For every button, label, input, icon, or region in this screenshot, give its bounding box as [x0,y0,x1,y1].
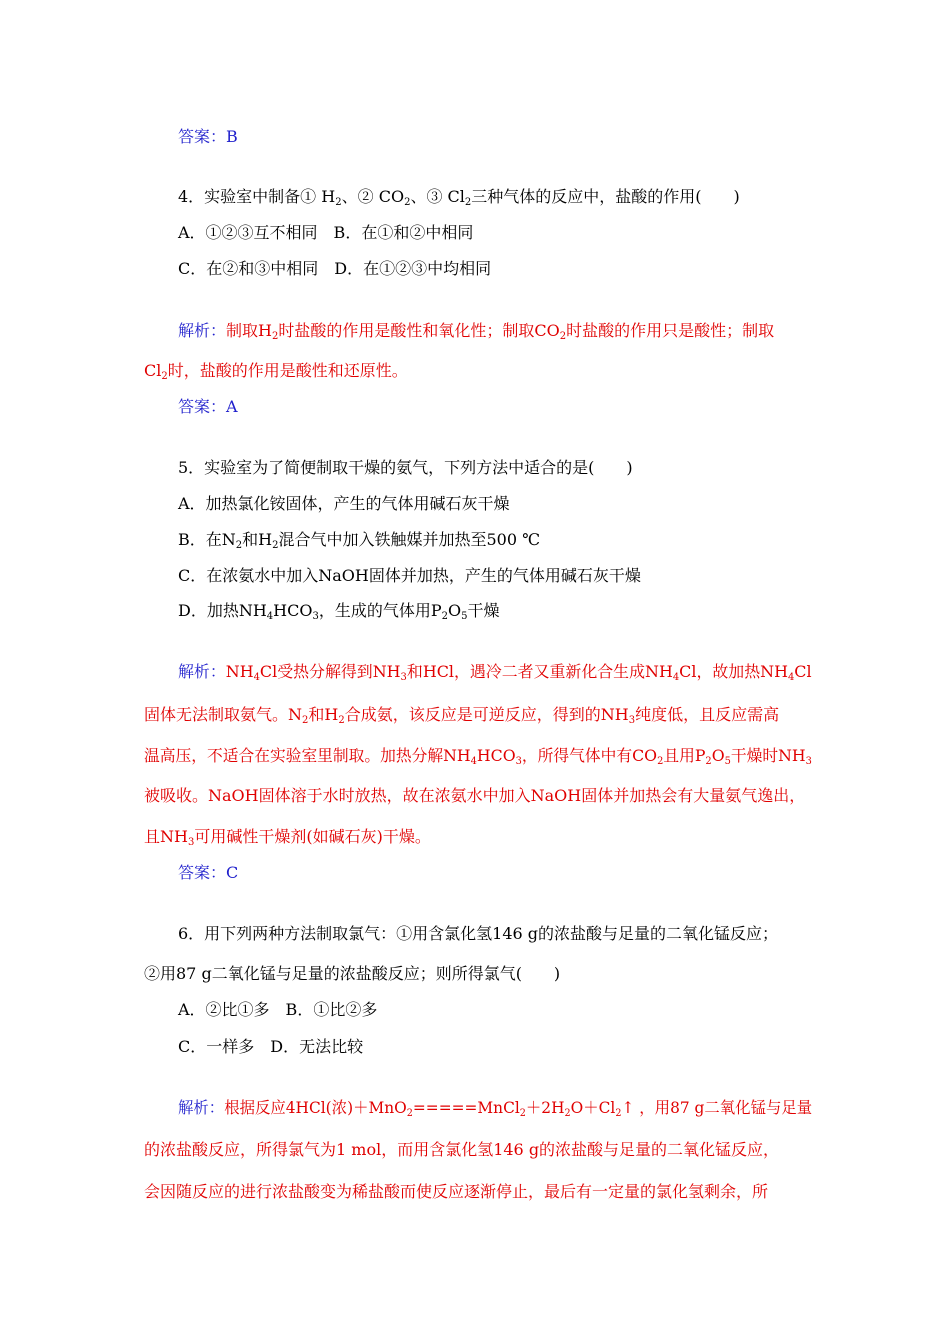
question-5-option-b: B．在$N_2$和$H_2$混合气中加入铁触媒并加热至500 ℃ [178,530,541,551]
analysis-label: 解析： [178,321,227,340]
question-6-stem-line-2: ②用87 g二氧化锰与足量的浓盐酸反应；则所得氯气( ) [144,964,561,983]
question-6-options-ab: A．②比①多 B．①比②多 [178,1000,378,1019]
question-5-analysis-line-3: 温高压，不适合在实验室里制取。加热分解$NH_4HCO_3$，所得气体中有$CO_2$且用$P_2O_5$干燥时$NH_3$ [144,746,812,767]
question-5-analysis-line-5: 且$NH_3$可用碱性干燥剂(如碱石灰)干燥。 [144,827,431,848]
question-4-analysis-line-2: $Cl_2$时，盐酸的作用是酸性和还原性。 [144,361,408,382]
answer-value: A [226,397,238,416]
question-6-analysis-line-3: 会因随反应的进行浓盐酸变为稀盐酸而使反应逐渐停止，最后有一定量的氯化氢剩余，所 [144,1182,769,1201]
question-4-options-cd: C．在②和③中相同 D．在①②③中均相同 [178,259,492,278]
question-6-analysis-line-2: 的浓盐酸反应，所得氯气为1 mol，而用含氯化氢146 g的浓盐酸与足量的二氧化锰反应， [144,1140,780,1159]
question-5-analysis-line-2: 固体无法制取氨气。$N_2$和$H_2$合成氨，该反应是可逆反应，得到的$NH_3$纯度低，且反应需高 [144,705,780,726]
answer-5 [178,861,238,885]
question-5-analysis-line-1: 解析：$NH_4Cl$受热分解得到$NH_3$和HCl，遇冷二者又重新化合生成$NH_4Cl$，故加热$NH_4Cl$ [178,662,812,683]
question-4-options-ab: A．①②③互不相同 B．在①和②中相同 [178,223,474,242]
question-4-stem: 4．实验室中制备① $H_2$、② $CO_2$、③ $Cl_2$三种气体的反应中，盐酸的作用( ) [178,187,740,208]
answer-3 [178,125,238,149]
question-6-options-cd: C．一样多 D．无法比较 [178,1037,364,1056]
answer-4 [178,395,238,419]
question-6-stem-line-1: 6．用下列两种方法制取氯气：①用含氯化氢146 g的浓盐酸与足量的二氧化锰反应； [178,924,779,943]
question-5-option-c: C．在浓氨水中加入NaOH固体并加热，产生的气体用碱石灰干燥 [178,566,641,585]
question-5-option-d: D．加热$NH_4HCO_3$，生成的气体用$P_2O_5$干燥 [178,601,500,622]
analysis-label: 解析： [178,1098,225,1117]
answer-value: C [226,863,239,882]
question-4-analysis-line-1: 解析：制取$H_2$时盐酸的作用是酸性和氧化性；制取$CO_2$时盐酸的作用只是酸性；制取 [178,321,775,342]
answer-label: 答案： [178,397,227,416]
question-5-analysis-line-4: 被吸收。NaOH固体溶于水时放热，故在浓氨水中加入NaOH固体并加热会有大量氨气逸出， [144,786,806,805]
question-5-option-a: A．加热氯化铵固体，产生的气体用碱石灰干燥 [178,494,510,513]
answer-label: 答案： [178,127,227,146]
answer-label: 答案： [178,863,227,882]
question-6-analysis-line-1: 解析：根据反应4HCl(浓)$+MnO_2=====MnCl_2+2H_2O+Cl_2↑$ ，用87 g二氧化锰与足量 [178,1098,813,1119]
answer-value: B [226,127,238,146]
question-5-stem: 5．实验室为了简便制取干燥的氨气，下列方法中适合的是( ) [178,458,633,477]
analysis-label: 解析： [178,662,226,681]
